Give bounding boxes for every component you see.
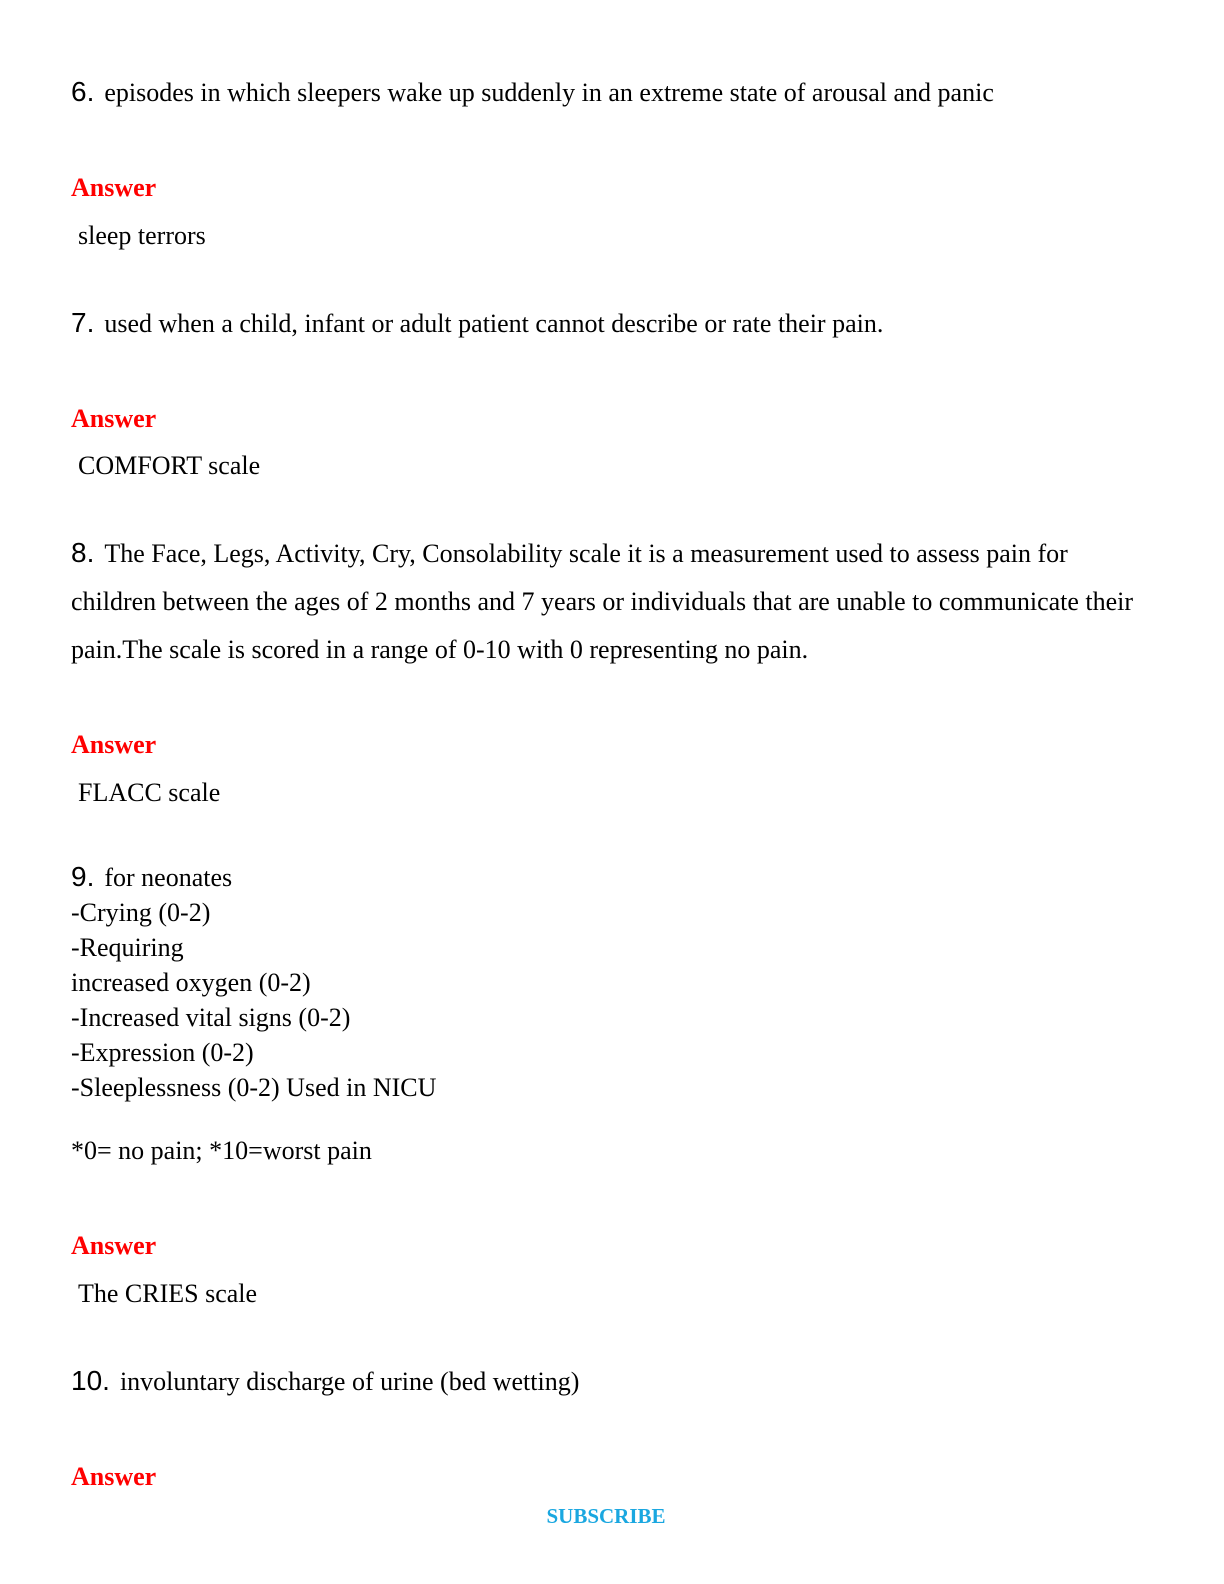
answer-label: Answer: [71, 1462, 157, 1491]
question-text: involuntary discharge of urine (bed wetting): [119, 1367, 580, 1396]
subscribe-link[interactable]: SUBSCRIBE: [546, 1504, 666, 1528]
question-number: 9.: [71, 861, 95, 892]
question-text: episodes in which sleepers wake up suddenly in an extreme state of arousal and panic: [104, 78, 994, 107]
list-item: -Crying (0-2): [71, 898, 211, 927]
answer-text: The CRIES scale: [78, 1279, 258, 1308]
question-number: 7.: [71, 307, 95, 338]
question-number: 8.: [71, 537, 95, 568]
question-number: 10.: [71, 1365, 110, 1396]
question-8: [71, 529, 1139, 674]
question-text: used when a child, infant or adult patient cannot describe or rate their pain.: [104, 309, 884, 338]
answer-label: Answer: [71, 173, 157, 202]
answer-label: Answer: [71, 404, 157, 433]
answer-label: Answer: [71, 730, 157, 759]
list-item: increased oxygen (0-2): [71, 968, 311, 997]
answer-label: Answer: [71, 1231, 157, 1260]
answer-text: FLACC scale: [78, 778, 221, 807]
list-item: -Expression (0-2): [71, 1038, 254, 1067]
list-item: -Increased vital signs (0-2): [71, 1003, 351, 1032]
question-number: 6.: [71, 76, 95, 107]
criteria-list: [71, 895, 436, 1105]
question-text: The Face, Legs, Activity, Cry, Consolability scale it is a measurement used to assess pain for children between the ages of 2 months and 7 years or individuals that are unable to communicate their pain.The scale is scored in a range of 0-10 with 0 representing no pain.: [71, 539, 1134, 664]
question-text: for neonates: [104, 863, 233, 892]
list-item: -Sleeplessness (0-2) Used in NICU: [71, 1073, 437, 1102]
list-item: -Requiring: [71, 933, 184, 962]
score-note: *0= no pain; *10=worst pain: [71, 1136, 372, 1165]
question-6: [71, 68, 1144, 117]
question-10: [71, 1357, 1144, 1406]
answer-text: COMFORT scale: [78, 451, 261, 480]
question-7: [71, 299, 1144, 348]
answer-text: sleep terrors: [78, 221, 206, 250]
